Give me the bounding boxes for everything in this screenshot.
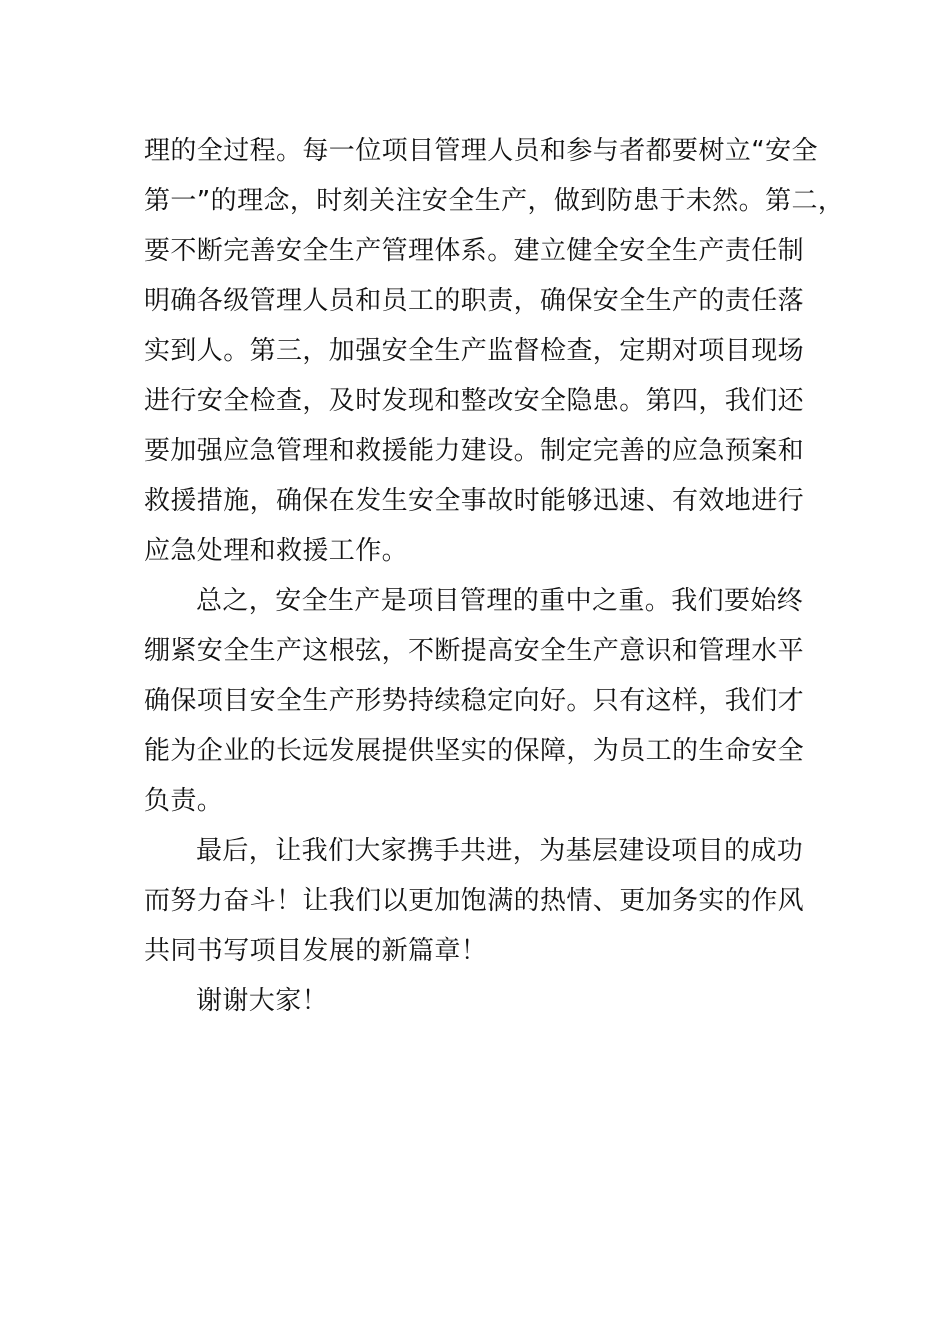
text-line: 确保项目安全生产形势持续稳定向好。只有这样，我们才 xyxy=(144,686,805,716)
text-line: 总之，安全生产是项目管理的重中之重。我们要始终 xyxy=(196,586,804,616)
text-line: 能为企业的长远发展提供坚实的保障，为员工的生命安全 xyxy=(144,736,805,766)
text-line: 理的全过程。每一位项目管理人员和参与者都要树立“安全 xyxy=(144,136,818,166)
text-line: 进行安全检查，及时发现和整改安全隐患。第四，我们还 xyxy=(144,386,805,416)
text-line: 要加强应急管理和救援能力建设。制定完善的应急预案和 xyxy=(144,436,805,466)
paragraph xyxy=(144,976,824,1026)
paragraph xyxy=(144,576,824,826)
text-line: 第一”的理念，时刻关注安全生产，做到防患于未然。第二， xyxy=(144,186,845,216)
text-line: 实到人。第三，加强安全生产监督检查，定期对项目现场 xyxy=(144,336,805,366)
text-line: 应急处理和救援工作。 xyxy=(144,536,409,566)
text-line: 共同书写项目发展的新篇章！ xyxy=(144,936,488,966)
paragraph xyxy=(144,826,824,976)
document-body xyxy=(144,126,845,1026)
text-line: 而努力奋斗！让我们以更加饱满的热情、更加务实的作风 xyxy=(144,886,805,916)
text-line: 谢谢大家！ xyxy=(196,986,329,1016)
text-line: 负责。 xyxy=(144,786,224,816)
paragraph xyxy=(144,126,845,576)
text-line: 最后，让我们大家携手共进，为基层建设项目的成功 xyxy=(196,836,804,866)
text-line: 救援措施，确保在发生安全事故时能够迅速、有效地进行 xyxy=(144,486,805,516)
text-line: 要不断完善安全生产管理体系。建立健全安全生产责任制 xyxy=(144,236,805,266)
text-line: 绷紧安全生产这根弦，不断提高安全生产意识和管理水平 xyxy=(144,636,805,666)
text-line: 明确各级管理人员和员工的职责，确保安全生产的责任落 xyxy=(144,286,805,316)
